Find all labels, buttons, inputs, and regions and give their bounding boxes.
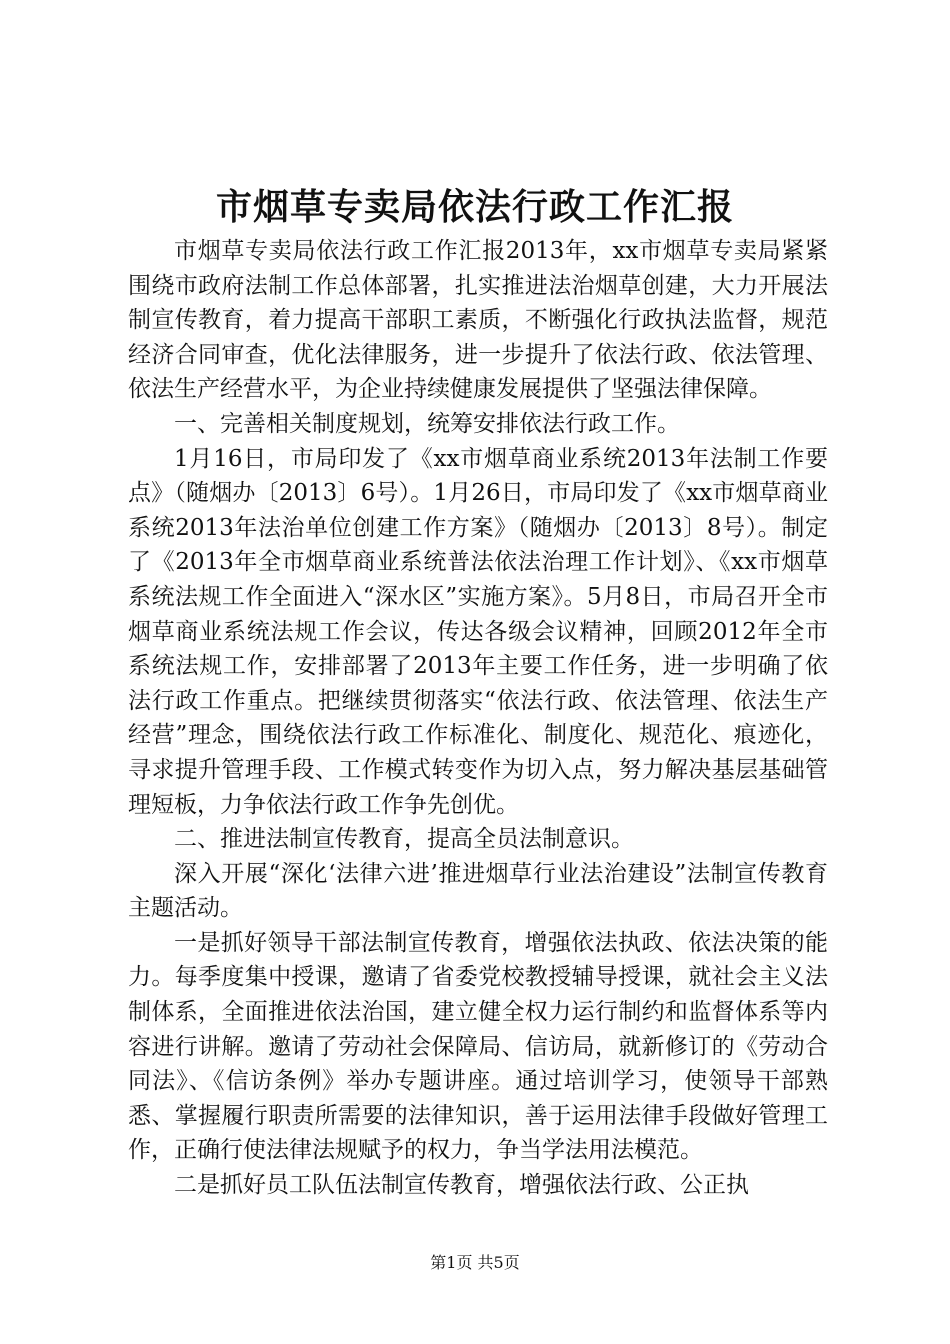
- paragraph-section-2-item-1: 一是抓好领导干部法制宣传教育，增强依法执政、依法决策的能力。每季度集中授课，邀请了省委党校教授辅导授课，就社会主义法制体系，全面推进依法治国，建立健全权力运行制约和监督体系等内容进行讲解。邀请了劳动社会保障局、信访局，就新修订的《劳动合同法》、《信访条例》举办专题讲座。通过培训学习，使领导干部熟悉、掌握履行职责所需要的法律知识，善于运用法律手段做好管理工作，正确行使法律法规赋予的权力，争当学法用法模范。: [128, 929, 828, 1164]
- paragraph-section-1: 1月16日，市局印发了《xx市烟草商业系统2013年法制工作要点》（随烟办〔2013〕6号）。1月26日，市局印发了《xx市烟草商业系统2013年法治单位创建工作方案》（随烟办〔2013〕8号）。制定了《2013年全市烟草商业系统普法依法治理工作计划》、《xx市烟草系统法规工作全面进入“深水区”实施方案》。5月8日，市局召开全市烟草商业系统法规工作会议，传达各级会议精神，回顾2012年全市系统法规工作，安排部署了2013年主要工作任务，进一步明确了依法行政工作重点。把继续贯彻落实“依法行政、依法管理、依法生产经营”理念，围绕依法行政工作标准化、制度化、规范化、痕迹化，寻求提升管理手段、工作模式转变作为切入点，努力解决基层基础管理短板，力争依法行政工作争先创优。: [128, 445, 828, 818]
- paragraph-section-2-intro: 深入开展“深化‘法律六进’推进烟草行业法治建设”法制宣传教育主题活动。: [128, 860, 828, 922]
- document-title: 市烟草专卖局依法行政工作汇报: [215, 186, 734, 228]
- page-number-footer: 第1页 共5页: [430, 1253, 520, 1272]
- document-body: [128, 234, 828, 1203]
- paragraph-section-2-item-2: 二是抓好员工队伍法制宣传教育，增强依法行政、公正执: [174, 1172, 749, 1199]
- section-heading-1: 一、完善相关制度规划，统筹安排依法行政工作。: [174, 410, 680, 437]
- section-heading-2: 二、推进法制宣传教育，提高全员法制意识。: [174, 826, 634, 853]
- paragraph-intro: 市烟草专卖局依法行政工作汇报2013年，xx市烟草专卖局紧紧围绕市政府法制工作总体部署，扎实推进法治烟草创建，大力开展法制宣传教育，着力提高干部职工素质，不断强化行政执法监督，规范经济合同审查，优化法律服务，进一步提升了依法行政、依法管理、依法生产经营水平，为企业持续健康发展提供了坚强法律保障。: [128, 238, 828, 403]
